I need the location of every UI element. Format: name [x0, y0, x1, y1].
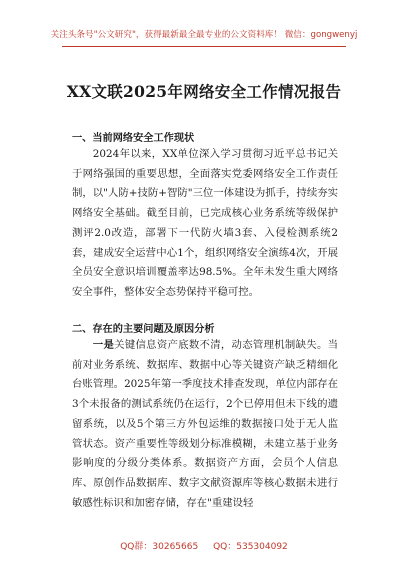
- footer-qq: QQ：535304092: [213, 542, 288, 552]
- header-divider: [62, 46, 346, 47]
- paragraph-body: 关键信息资产底数不清，动态管理机制缺失。当前对业务系统、数据库、数据中心等关键资产缺乏精细化台账管理。2025年第一季度技术排查发现，单位内部存在3个未报备的测试系统仍在运行，2个已停用但未下线的遗留系统，以及5个第三方外包运维的数据接口处于无人监管状态。资产重要性等级划分标准模糊，未建立基于业务影响度的分级分类体系。数据资产方面，会员个人信息库、原创作品数据库、数字文献资源库等核心数据未进行敏感性标识和加密存储，存在"重建设轻: [72, 339, 339, 509]
- section-paragraph-current-status: 2024年以来，XX单位深入学习贯彻习近平总书记关于网络强国的重要思想，全面落实党委网络安全工作责任制，以"人防+技防+智防"三位一体建设为抓手，持续夯实网络安全基础。截至目前，已完成核心业务系统等级保护测评2.0改造，部署下一代防火墙3套、入侵检测系统2套，建成安全运营中心1个，组织网络安全演练4次，开展全员安全意识培训覆盖率达98.5%。全年未发生重大网络安全事件，整体安全态势保持平稳可控。: [72, 148, 338, 298]
- section-heading-problems: 二、存在的主要问题及原因分析: [72, 324, 215, 335]
- paragraph-lead: 一是: [92, 339, 115, 351]
- footer-contact: [0, 539, 408, 552]
- header-notice: 关注头条号"公文研究"，获得最新最全最专业的公文资料库！ 微信：gongwenyj: [50, 30, 358, 40]
- document-title: XX文联2025年网络安全工作情况报告: [66, 82, 342, 101]
- footer-qq-group: QQ群：30265665: [120, 542, 199, 552]
- section-heading-current-status: 一、当前网络安全工作现状: [72, 133, 195, 144]
- section-paragraph-problems: [72, 336, 338, 513]
